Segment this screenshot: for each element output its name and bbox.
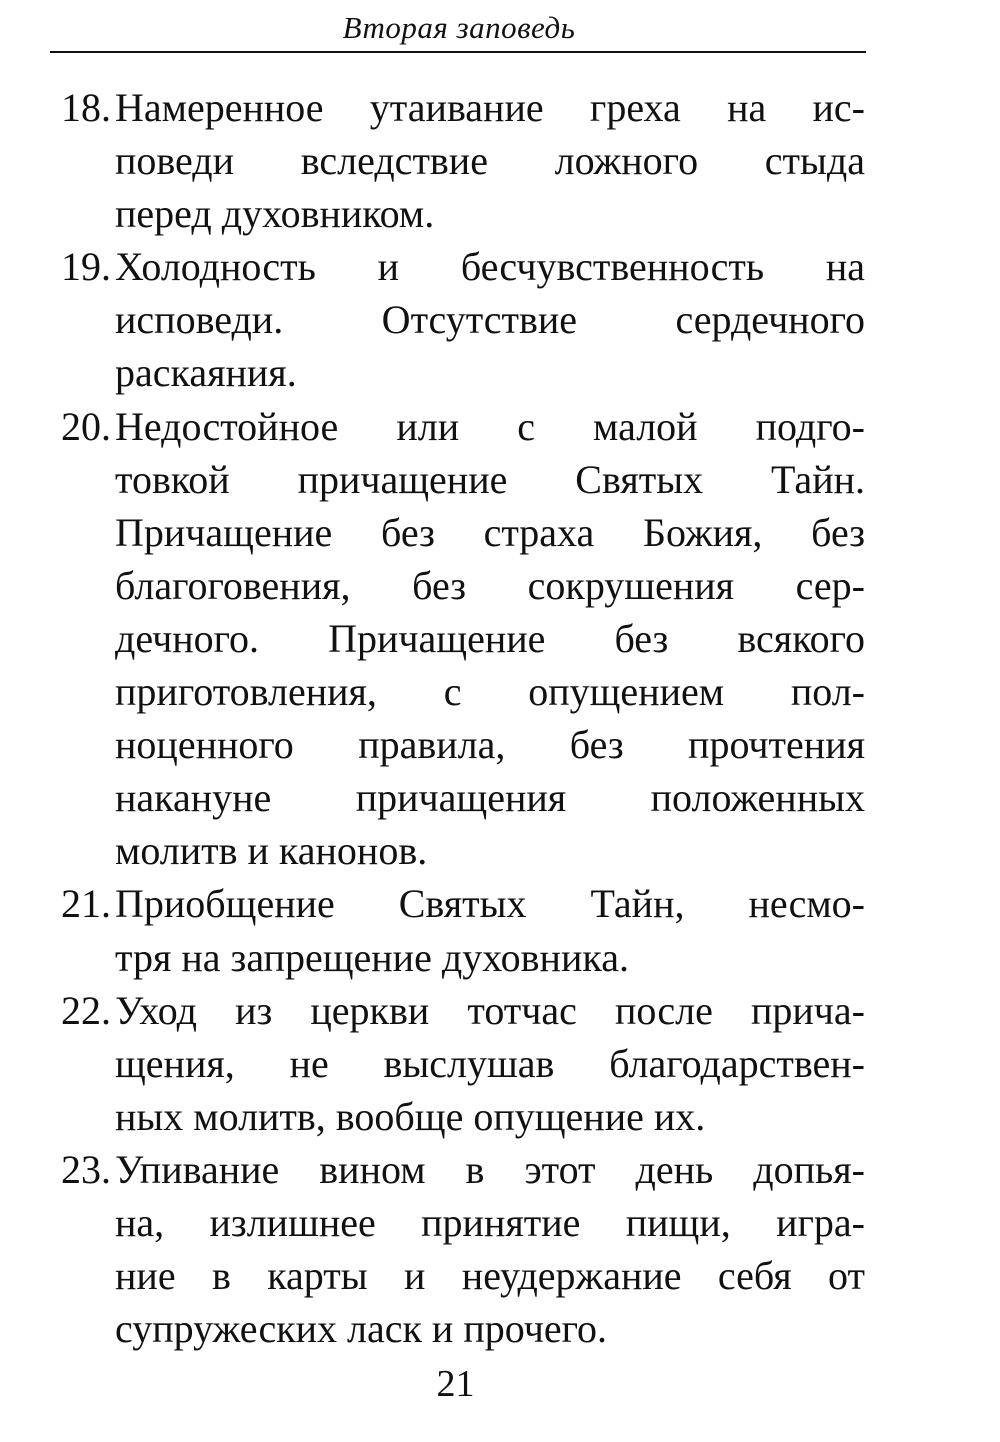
- item-number: 21.: [61, 881, 111, 927]
- header-rule: [50, 51, 866, 53]
- item-text-line: ноценного правила, без прочтения: [115, 722, 865, 768]
- item-text-line: дечного. Причащение без всякого: [115, 615, 865, 661]
- item-text-line: товкой причащение Святых Тайн.: [115, 456, 865, 502]
- item-text-line: ние в карты и неудержание себя от: [115, 1253, 865, 1299]
- item-text-line: Холодность и бесчувственность на: [115, 244, 865, 290]
- item-text-line: Намеренное утаивание греха на ис-: [115, 85, 865, 130]
- item-text: [115, 877, 865, 983]
- item-text-line: тря на запрещение духовника.: [115, 934, 629, 980]
- list-item-22: [0, 984, 1000, 1143]
- item-text-line: на, излишнее принятие пищи, игра-: [115, 1199, 865, 1245]
- item-text-line: раскаяния.: [115, 350, 297, 396]
- item-text-line: Упивание вином в этот день допья-: [115, 1146, 865, 1192]
- item-text: [115, 81, 865, 240]
- page-number: 21: [436, 1363, 475, 1405]
- list-item-21: [0, 877, 1000, 983]
- item-text: [115, 984, 865, 1143]
- item-text-line: Уход из церкви тотчас после прича-: [115, 987, 865, 1033]
- item-text: [115, 400, 865, 878]
- list-item-19: [0, 240, 1000, 399]
- item-text-line: молитв и канонов.: [115, 828, 428, 874]
- list-item-23: [0, 1143, 1000, 1355]
- item-text-line: поведи вследствие ложного стыда: [115, 138, 865, 184]
- item-number: 23.: [61, 1146, 111, 1192]
- item-text-line: перед духовником.: [115, 191, 435, 237]
- running-header: Вторая заповедь: [342, 10, 576, 45]
- item-number: 22.: [61, 987, 111, 1033]
- item-text-line: Причащение без страха Божия, без: [115, 509, 865, 555]
- item-text-line: ных молитв, вообще опущение их.: [115, 1093, 706, 1139]
- item-text: [115, 1143, 865, 1355]
- item-number: 20.: [61, 403, 111, 449]
- list-item-18: [0, 81, 1000, 240]
- item-number: 18.: [61, 85, 111, 130]
- item-text-line: исповеди. Отсутствие сердечного: [115, 297, 865, 343]
- item-text-line: благоговения, без сокрушения сер-: [115, 562, 865, 608]
- item-number: 19.: [61, 244, 111, 290]
- item-text-line: Недостойное или с малой подго-: [115, 403, 865, 449]
- list-item-20: [0, 400, 1000, 878]
- item-text-line: супружеских ласк и прочего.: [115, 1306, 607, 1352]
- item-text-line: накануне причащения положенных: [115, 775, 865, 821]
- confession-list: [0, 81, 1000, 1355]
- item-text: [115, 240, 865, 399]
- item-text-line: приготовления, с опущением пол-: [115, 669, 865, 715]
- item-text-line: щения, не выслушав благодарствен-: [115, 1040, 865, 1086]
- item-text-line: Приобщение Святых Тайн, несмо-: [115, 881, 865, 927]
